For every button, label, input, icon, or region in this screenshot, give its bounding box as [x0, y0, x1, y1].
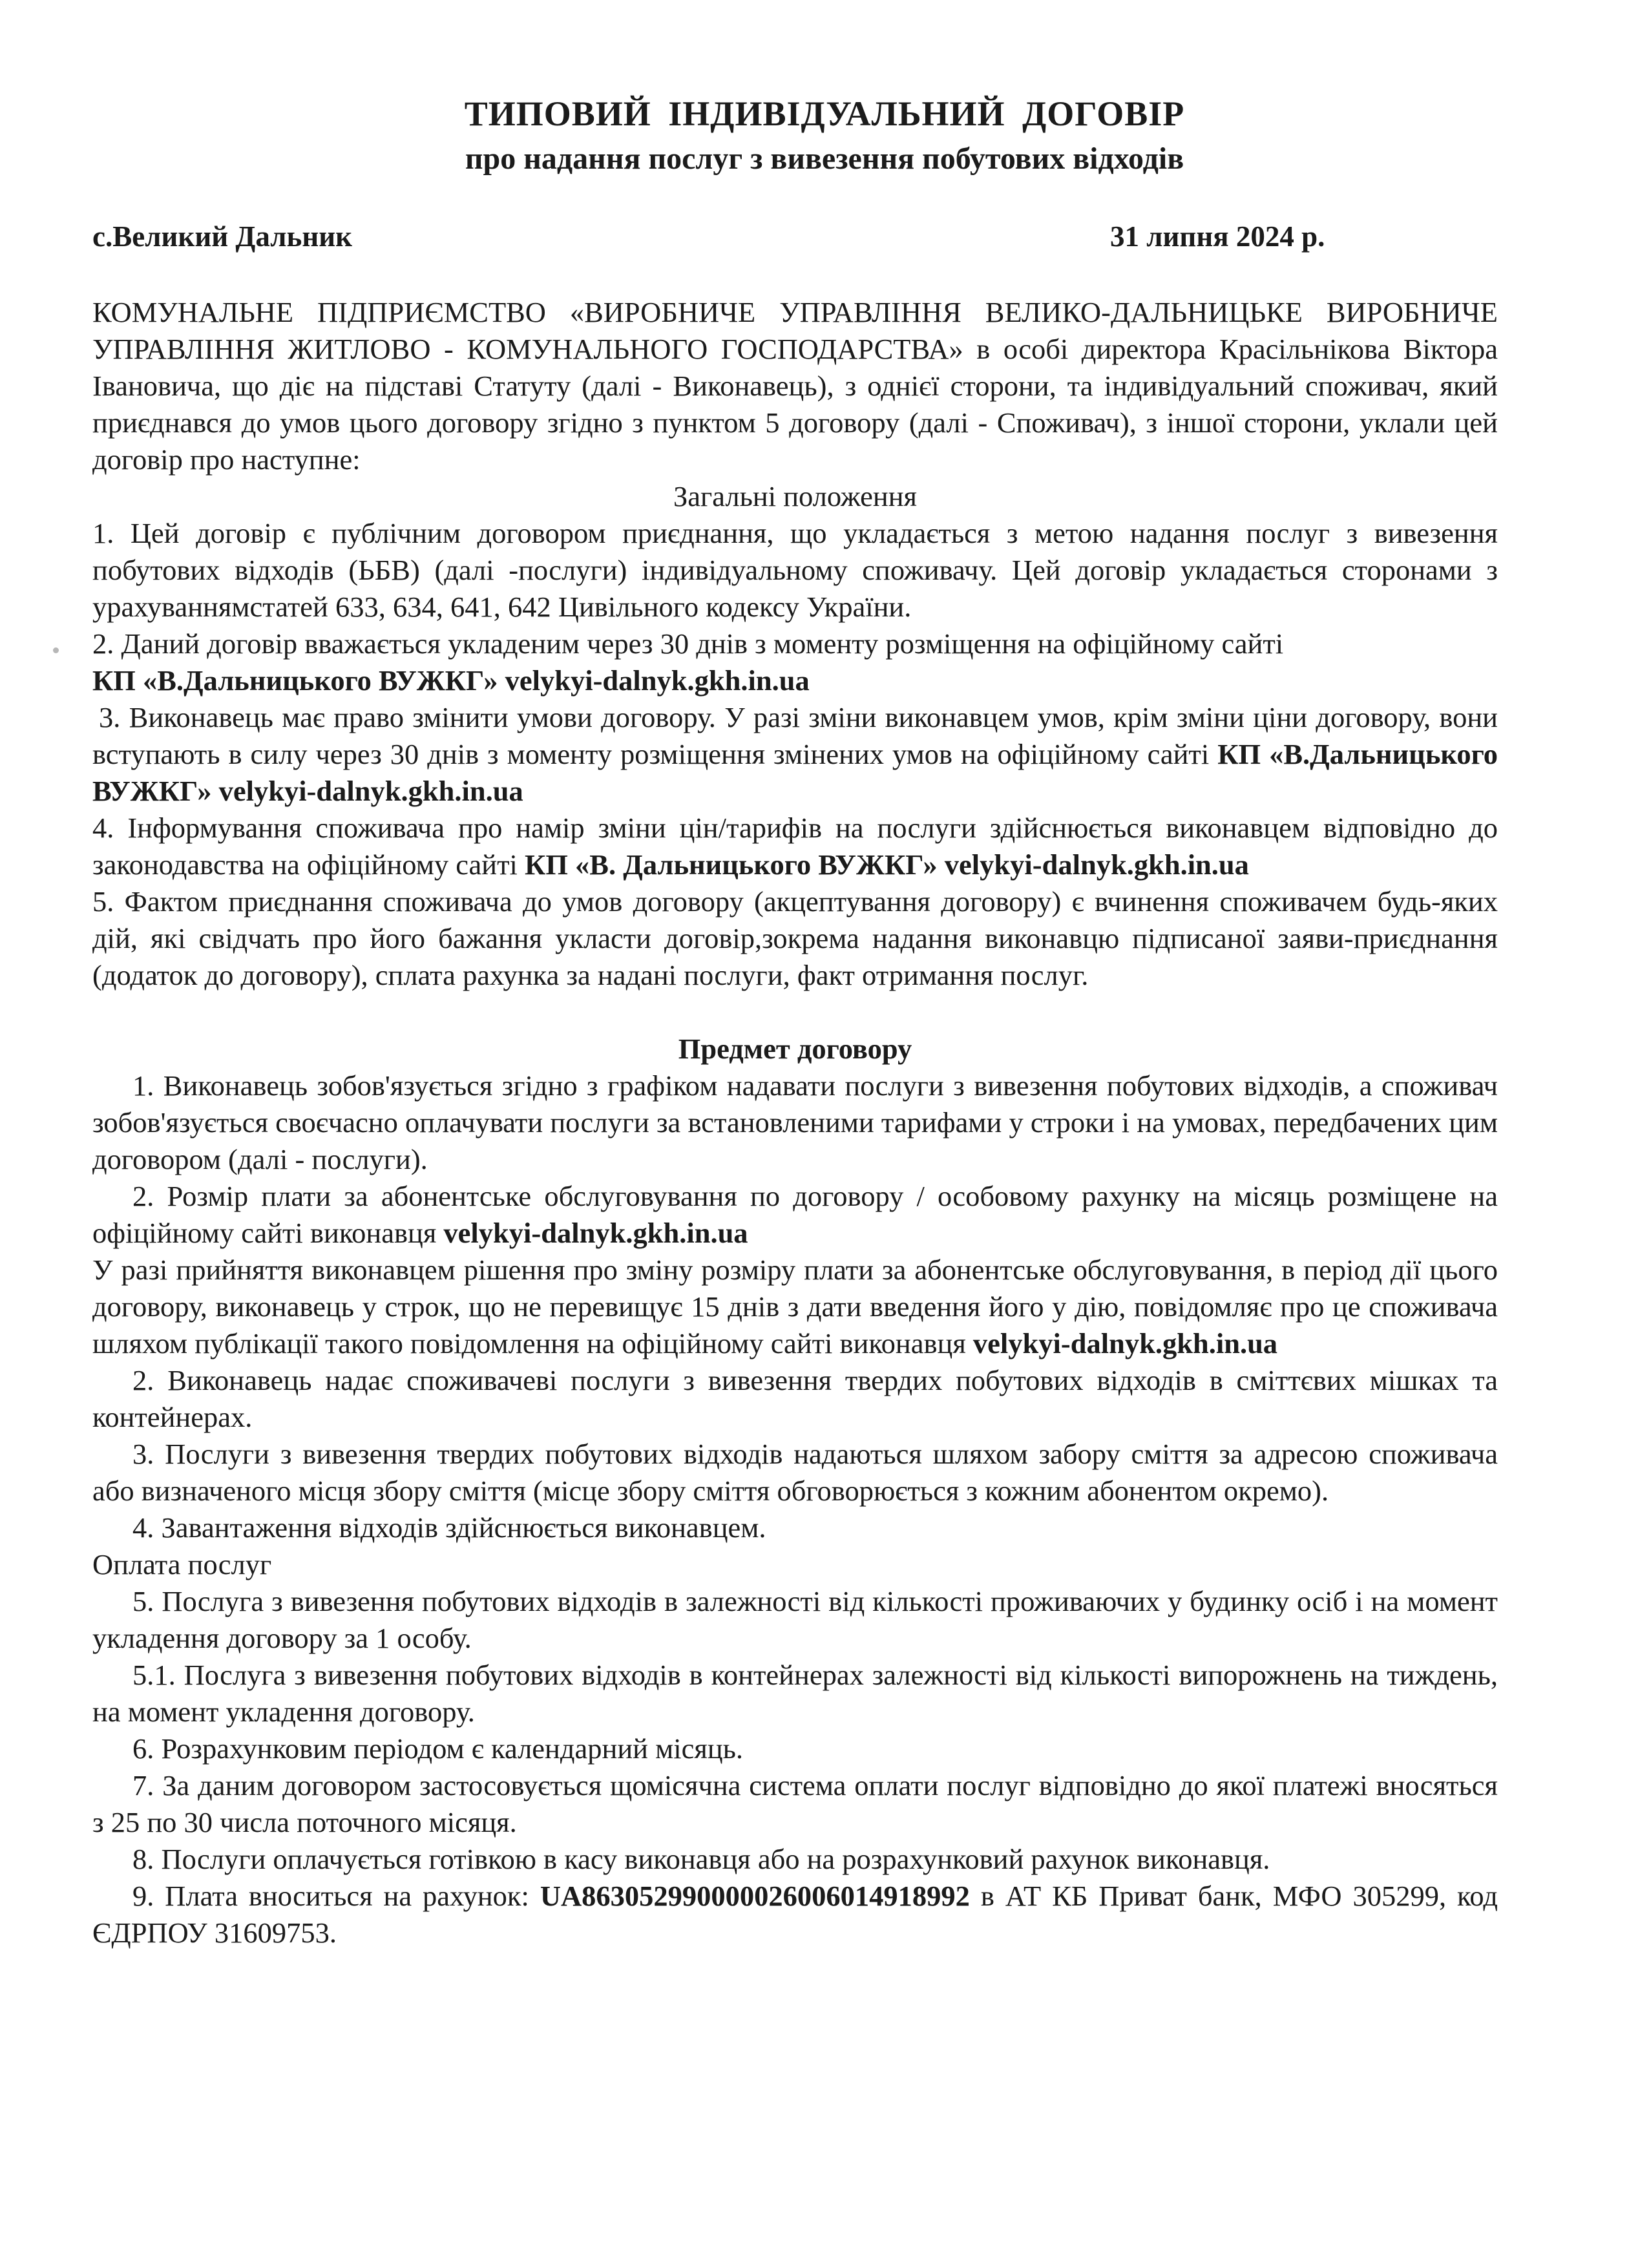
payment-clause-9-tail: в АТ КБ Приват банк, МФО 305299, код ЄДРПОУ 31609753.	[92, 1880, 1498, 1949]
general-clause-3-text: 3. Виконавець має право змінити умови договору. У разі зміни виконавцем умов, крім зміни ціни договору, вони вступають в силу через 30 днів з моменту розміщення змінених умов на офіційному сайті	[92, 701, 1498, 770]
general-clause-2-site: КП «В.Дальницького ВУЖКГ» velykyi-dalnyk.gkh.in.ua	[92, 664, 810, 697]
document-title: ТИПОВИЙ ІНДИВІДУАЛЬНИЙ ДОГОВІР	[464, 94, 1185, 133]
general-clause-4-site: КП «В. Дальницького ВУЖКГ» velykyi-dalnyk.gkh.in.ua	[525, 848, 1249, 881]
payment-clause-9-text: 9. Плата вноситься на рахунок:	[132, 1880, 529, 1912]
payment-clause-5: 5. Послуга з вивезення побутових відходів в залежності від кількості проживаючих у будинку осіб і на момент укладення договору за 1 особу.	[92, 1585, 1498, 1654]
document-subtitle: про надання послуг з вивезення побутових відходів	[465, 142, 1184, 176]
general-clause-4-text: 4. Інформування споживача про намір зміни цін/тарифів на послуги здійснюється виконавцем відповідно до законодавства на офіційному сайті	[92, 812, 1498, 881]
subject-clause-2-text: 2. Розмір плати за абонентське обслуговування по договору / особовому рахунку на місяць розміщене на офіційному сайті виконавця	[92, 1180, 1498, 1249]
payment-clause-6: 6. Розрахунковим періодом є календарний місяць.	[132, 1732, 744, 1765]
subject-clause-2b-site: velykyi-dalnyk.gkh.in.ua	[972, 1327, 1278, 1360]
subject-clause-3: 2. Виконавець надає споживачеві послуги з вивезення твердих побутових відходів в сміттєвих мішках та контейнерах.	[92, 1364, 1498, 1433]
section-heading-payment: Оплата послуг	[92, 1548, 272, 1580]
general-clause-4	[92, 810, 1498, 883]
subject-clause-4: 3. Послуги з вивезення твердих побутових відходів надаються шляхом забору сміття за адресою споживача або визначеного місця збору сміття (місце збору сміття обговорюється з кожним абонентом окремо).	[92, 1438, 1498, 1507]
section-heading-general: Загальні положення	[673, 480, 918, 512]
general-clause-2-text: 2. Даний договір вважається укладеним через 30 днів з моменту розміщення на офіційному сайті	[92, 627, 1284, 660]
general-clause-2	[92, 625, 1498, 699]
payment-clause-9	[92, 1878, 1498, 1951]
general-clause-1: 1. Цей договір є публічним договором приєднання, що укладається з метою надання послуг з вивезення побутових відходів (ЬБВ) (далі -послуги) індивідуальному споживачу. Цей договір укладається сторонами з урахуваннямстатей 633, 634, 641, 642 Цивільного кодексу України.	[92, 517, 1498, 623]
contract-place: с.Великий Дальник	[92, 220, 353, 253]
subject-clause-1: 1. Виконавець зобов'язується згідно з графіком надавати послуги з вивезення побутових відходів, а споживач зобов'язується своєчасно оплачувати послуги за встановленими тарифами у строки і на умовах, передбачених цим договором (далі - послуги).	[92, 1069, 1498, 1175]
payment-clause-8: 8. Послуги оплачується готівкою в касу виконавця або на розрахунковий рахунок виконавця.	[132, 1843, 1270, 1875]
subject-clause-2b-text: У разі прийняття виконавцем рішення про зміну розміру плати за абонентське обслуговування, в період дії цього договору, виконавець у строк, що не перевищує 15 днів з дати введення його у дію, повідомляє про це споживача шляхом публікації такого повідомлення на офіційному сайті виконавця	[92, 1254, 1498, 1360]
payment-iban: UA863052990000026006014918992	[540, 1880, 970, 1912]
scan-speck	[53, 647, 59, 653]
preamble: КОМУНАЛЬНЕ ПІДПРИЄМСТВО «ВИРОБНИЧЕ УПРАВЛІННЯ ВЕЛИКО-ДАЛЬНИЦЬКЕ ВИРОБНИЧЕ УПРАВЛІННЯ ЖИТЛОВО - КОМУНАЛЬНОГО ГОСПОДАРСТВА» в особі директора Красільнікова Віктора Івановича, що діє на підставі Статуту (далі - Виконавець), з однієї сторони, та індивідуальний споживач, який приєднався до умов цього договору згідно з пунктом 5 договору (далі - Споживач), з іншої сторони, уклали цей договір про наступне:	[92, 296, 1498, 476]
general-clause-3-site: КП «В.Дальницького ВУЖКГ» velykyi-dalnyk.gkh.in.ua	[92, 738, 1498, 807]
subject-clause-2b	[92, 1252, 1498, 1362]
contract-body	[92, 294, 1498, 1951]
section-heading-subject: Предмет договору	[678, 1033, 912, 1065]
payment-clause-7: 7. За даним договором застосовується щомісячна система оплати послуг відповідно до якої платежі вносяться з 25 по 30 числа поточного місяця.	[92, 1769, 1498, 1838]
general-clause-5: 5. Фактом приєднання споживача до умов договору (акцептування договору) є вчинення споживачем будь-яких дій, які свідчать про його бажання укласти договір,зокрема надання виконавцю підписаної заяви-приєднання (додаток до договору), сплата рахунка за надані послуги, факт отримання послуг.	[92, 885, 1498, 991]
subject-clause-2	[92, 1178, 1498, 1252]
payment-clause-5-1: 5.1. Послуга з вивезення побутових відходів в контейнерах залежності від кількості випорожнень на тиждень, на момент укладення договору.	[92, 1659, 1498, 1728]
contract-date: 31 липня 2024 р.	[1110, 220, 1325, 253]
subject-clause-2-site: velykyi-dalnyk.gkh.in.ua	[443, 1217, 748, 1249]
general-clause-3	[92, 699, 1498, 810]
subject-clause-5: 4. Завантаження відходів здійснюється виконавцем.	[132, 1511, 766, 1544]
